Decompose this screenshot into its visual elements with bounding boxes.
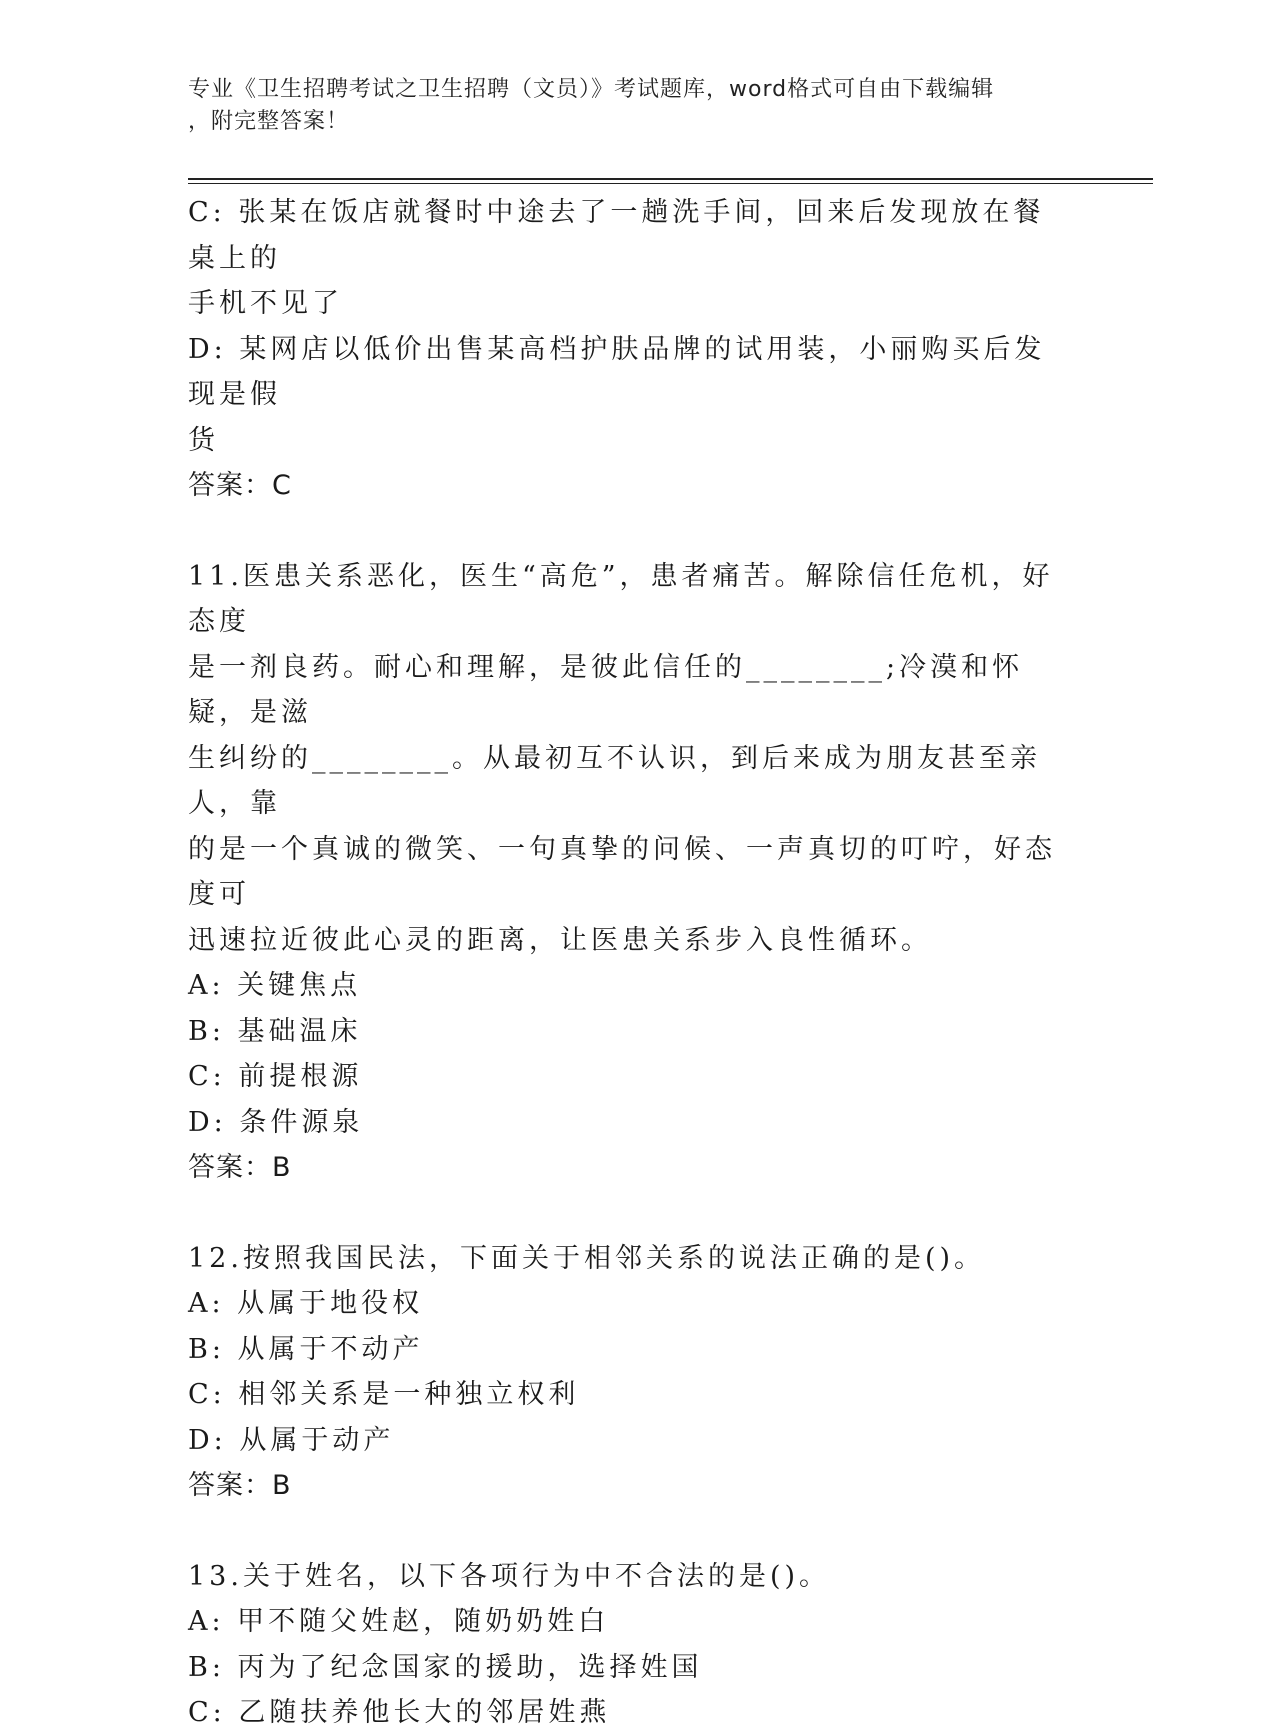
question-stem-line: 是一剂良药。耐心和理解，是彼此信任的________;冷漠和怀疑，是滋 bbox=[188, 651, 1024, 728]
question-stem-line: 的是一个真诚的微笑、一句真挚的问候、一声真切的叮咛，好态度可 bbox=[188, 833, 1056, 910]
header-divider-thick bbox=[188, 178, 1153, 180]
header-title-line-2: ，附完整答案！ bbox=[188, 109, 350, 134]
answer: 答案：C bbox=[188, 470, 292, 501]
question-13 bbox=[188, 1554, 1068, 1736]
option-a: A: 从属于地役权 bbox=[188, 1288, 424, 1319]
option-c: C: 相邻关系是一种独立权利 bbox=[188, 1379, 580, 1410]
question-stem-line: 11.医患关系恶化，医生“高危”，患者痛苦。解除信任危机，好态度 bbox=[188, 560, 1054, 637]
option-d-line-1: D: 某网店以低价出售某高档护肤品牌的试用装，小丽购买后发现是假 bbox=[188, 333, 1046, 410]
option-b: B: 丙为了纪念国家的援助，选择姓国 bbox=[188, 1651, 703, 1683]
question-10-continuation bbox=[188, 190, 1068, 509]
option-c: C: 乙随扶养他长大的邻居姓燕 bbox=[188, 1697, 611, 1728]
question-stem: 12.按照我国民法，下面关于相邻关系的说法正确的是()。 bbox=[188, 1242, 986, 1274]
answer: 答案：B bbox=[188, 1470, 292, 1501]
question-content bbox=[188, 190, 1068, 1736]
option-a: A: 甲不随父姓赵，随奶奶姓白 bbox=[188, 1606, 610, 1637]
option-b: B: 从属于不动产 bbox=[188, 1333, 424, 1365]
header-title-line-1: 专业《卫生招聘考试之卫生招聘（文员）》考试题库，word格式可自由下载编辑 bbox=[188, 77, 995, 102]
question-12 bbox=[188, 1236, 1068, 1509]
option-c-line-1: C: 张某在饭店就餐时中途去了一趟洗手间，回来后发现放在餐桌上的 bbox=[188, 197, 1045, 274]
question-stem: 13.关于姓名，以下各项行为中不合法的是()。 bbox=[188, 1560, 831, 1592]
document-header bbox=[188, 74, 1068, 138]
question-stem-line: 生纠纷的________。从最初互不认识，到后来成为朋友甚至亲人，靠 bbox=[188, 742, 1041, 819]
option-d: D: 条件源泉 bbox=[188, 1106, 364, 1138]
option-a: A: 关键焦点 bbox=[188, 970, 362, 1001]
option-c: C: 前提根源 bbox=[188, 1061, 363, 1092]
option-b: B: 基础温床 bbox=[188, 1015, 362, 1047]
question-stem-line: 迅速拉近彼此心灵的距离，让医患关系步入良性循环。 bbox=[188, 924, 932, 956]
answer: 答案：B bbox=[188, 1152, 292, 1183]
option-d: D: 从属于动产 bbox=[188, 1424, 395, 1456]
option-d-line-2: 货 bbox=[188, 424, 219, 456]
option-c-line-2: 手机不见了 bbox=[188, 288, 343, 319]
header-divider-thin bbox=[188, 183, 1153, 184]
question-11 bbox=[188, 554, 1068, 1191]
